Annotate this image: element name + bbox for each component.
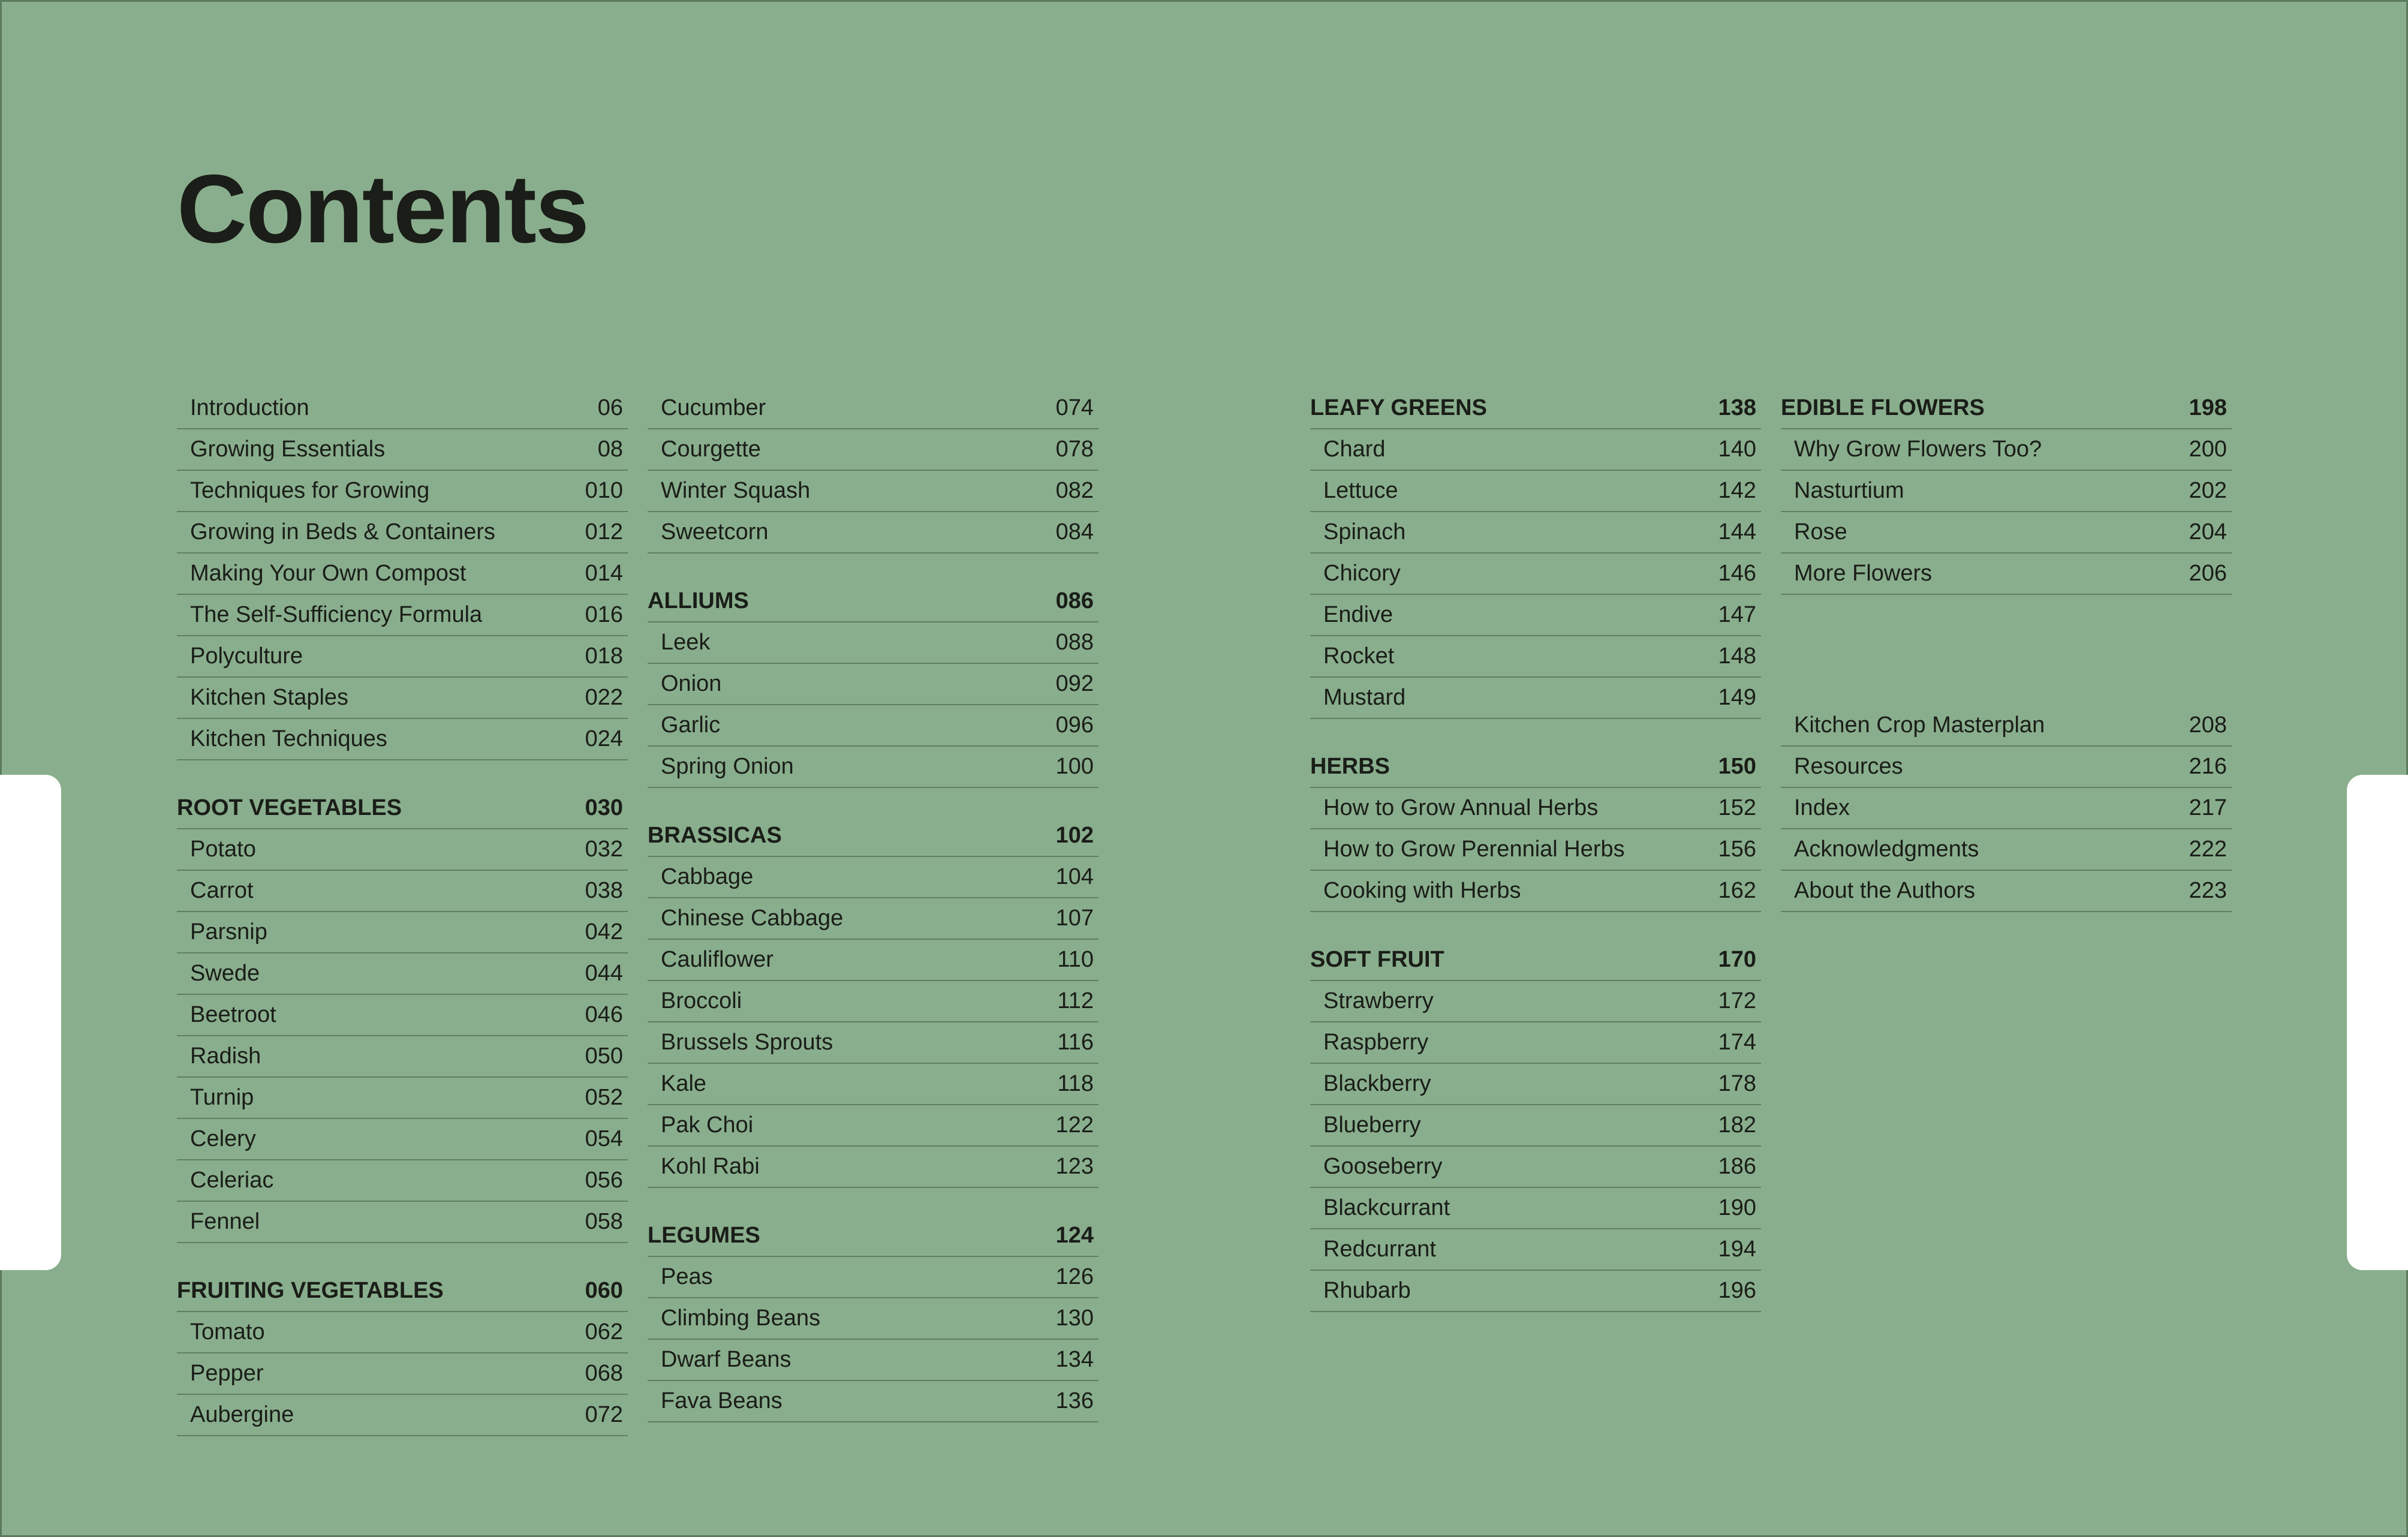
toc-entry-label: The Self-Sufficiency Formula bbox=[190, 602, 483, 627]
toc-entry[interactable] bbox=[648, 512, 1098, 554]
toc-entry[interactable] bbox=[177, 678, 628, 719]
contents-section bbox=[1310, 747, 1761, 912]
toc-entry[interactable] bbox=[1310, 829, 1761, 871]
page-number: 074 bbox=[1055, 395, 1094, 420]
toc-entry[interactable] bbox=[177, 388, 628, 429]
page-number: 148 bbox=[1718, 643, 1756, 669]
toc-entry[interactable] bbox=[1310, 981, 1761, 1022]
page-number: 170 bbox=[1718, 947, 1756, 972]
toc-entry-label: Celeriac bbox=[190, 1168, 274, 1193]
toc-entry-label: Growing Essentials bbox=[190, 437, 386, 462]
toc-entry[interactable] bbox=[648, 664, 1098, 705]
toc-entry[interactable] bbox=[177, 1202, 628, 1243]
page-number: 142 bbox=[1718, 478, 1756, 503]
page-number: 198 bbox=[2189, 395, 2227, 420]
toc-entry[interactable] bbox=[1310, 1188, 1761, 1229]
page-number: 110 bbox=[1057, 947, 1094, 972]
toc-entry-label: Polyculture bbox=[190, 643, 303, 669]
toc-entry[interactable] bbox=[177, 636, 628, 678]
section-heading-label: FRUITING VEGETABLES bbox=[177, 1278, 444, 1303]
toc-entry-label: Carrot bbox=[190, 878, 254, 903]
page-number: 123 bbox=[1055, 1154, 1094, 1179]
toc-entry-label: Fava Beans bbox=[661, 1388, 782, 1413]
page-number: 014 bbox=[585, 561, 623, 586]
toc-entry-label: Pak Choi bbox=[661, 1112, 754, 1138]
toc-entry[interactable] bbox=[1310, 1271, 1761, 1312]
toc-entry-label: More Flowers bbox=[1794, 561, 1933, 586]
toc-entry-label: Rhubarb bbox=[1323, 1278, 1411, 1303]
toc-entry[interactable] bbox=[648, 857, 1098, 898]
toc-entry-label: Raspberry bbox=[1323, 1030, 1429, 1055]
toc-entry-label: Endive bbox=[1323, 602, 1393, 627]
page-number: 092 bbox=[1055, 671, 1094, 696]
section-heading[interactable] bbox=[648, 816, 1098, 857]
page-number: 044 bbox=[585, 961, 623, 986]
toc-entry-label: Kitchen Techniques bbox=[190, 726, 387, 751]
section-heading-label: ROOT VEGETABLES bbox=[177, 795, 402, 820]
contents-column-4 bbox=[1781, 388, 2232, 940]
toc-entry[interactable] bbox=[177, 471, 628, 512]
toc-entry-label: Parsnip bbox=[190, 919, 267, 945]
page-number: 196 bbox=[1718, 1278, 1756, 1303]
toc-entry[interactable] bbox=[1310, 512, 1761, 554]
page-number: 223 bbox=[2189, 878, 2227, 903]
toc-entry-label: Making Your Own Compost bbox=[190, 561, 466, 586]
toc-entry[interactable] bbox=[177, 871, 628, 912]
toc-entry[interactable] bbox=[1781, 829, 2232, 871]
page-number: 104 bbox=[1055, 864, 1094, 889]
section-heading[interactable] bbox=[1310, 747, 1761, 788]
toc-entry-label: Turnip bbox=[190, 1085, 254, 1110]
page-number: 186 bbox=[1718, 1154, 1756, 1179]
toc-entry[interactable] bbox=[177, 512, 628, 554]
toc-entry[interactable] bbox=[648, 1381, 1098, 1422]
toc-entry-label: How to Grow Perennial Herbs bbox=[1323, 837, 1625, 862]
page-number: 156 bbox=[1718, 837, 1756, 862]
page-number: 217 bbox=[2189, 795, 2227, 820]
toc-entry-label: Cooking with Herbs bbox=[1323, 878, 1521, 903]
toc-entry[interactable] bbox=[1781, 471, 2232, 512]
toc-entry-label: Dwarf Beans bbox=[661, 1347, 791, 1372]
toc-entry[interactable] bbox=[1310, 595, 1761, 636]
toc-entry-label: Spinach bbox=[1323, 519, 1406, 545]
page-number: 038 bbox=[585, 878, 623, 903]
page-number: 190 bbox=[1718, 1195, 1756, 1220]
page-number: 194 bbox=[1718, 1237, 1756, 1262]
toc-entry[interactable] bbox=[177, 1312, 628, 1353]
page-number: 046 bbox=[585, 1002, 623, 1027]
contents-section bbox=[177, 788, 628, 1243]
toc-entry-label: Sweetcorn bbox=[661, 519, 769, 545]
toc-entry[interactable] bbox=[177, 1395, 628, 1436]
toc-entry-label: Blueberry bbox=[1323, 1112, 1421, 1138]
page-number: 222 bbox=[2189, 837, 2227, 862]
toc-entry[interactable] bbox=[1310, 1105, 1761, 1147]
contents-group bbox=[1781, 622, 2232, 912]
section-spacer bbox=[1781, 622, 2232, 705]
page-number: 200 bbox=[2189, 437, 2227, 462]
toc-entry-label: Tomato bbox=[190, 1319, 265, 1345]
toc-entry[interactable] bbox=[648, 940, 1098, 981]
page-number: 010 bbox=[585, 478, 623, 503]
page-number: 062 bbox=[585, 1319, 623, 1345]
toc-entry-label: Spring Onion bbox=[661, 754, 794, 779]
page-number: 042 bbox=[585, 919, 623, 945]
contents-column-2 bbox=[648, 388, 1098, 1450]
toc-entry[interactable] bbox=[177, 429, 628, 471]
page-number: 152 bbox=[1718, 795, 1756, 820]
toc-entry-label: Garlic bbox=[661, 712, 721, 738]
toc-entry[interactable] bbox=[177, 719, 628, 760]
toc-entry[interactable] bbox=[648, 1147, 1098, 1188]
page-number: 012 bbox=[585, 519, 623, 545]
page-number: 050 bbox=[585, 1043, 623, 1069]
contents-column-1 bbox=[177, 388, 628, 1464]
contents-section bbox=[1310, 940, 1761, 1312]
toc-entry[interactable] bbox=[177, 912, 628, 954]
page-number: 144 bbox=[1718, 519, 1756, 545]
page-number: 08 bbox=[597, 437, 623, 462]
contents-section bbox=[648, 1216, 1098, 1422]
toc-entry-label: Beetroot bbox=[190, 1002, 276, 1027]
toc-entry-label: Chinese Cabbage bbox=[661, 906, 844, 931]
toc-entry-label: Celery bbox=[190, 1126, 256, 1151]
page-number: 112 bbox=[1057, 988, 1094, 1013]
toc-entry[interactable] bbox=[1310, 1064, 1761, 1105]
page-number: 182 bbox=[1718, 1112, 1756, 1138]
toc-entry[interactable] bbox=[648, 1340, 1098, 1381]
toc-entry[interactable] bbox=[648, 898, 1098, 940]
page-number: 084 bbox=[1055, 519, 1094, 545]
toc-entry[interactable] bbox=[1310, 678, 1761, 719]
page-number: 102 bbox=[1055, 823, 1094, 848]
page-number: 018 bbox=[585, 643, 623, 669]
page-number: 088 bbox=[1055, 630, 1094, 655]
toc-entry-label: Introduction bbox=[190, 395, 309, 420]
toc-entry-label: Fennel bbox=[190, 1209, 260, 1234]
toc-entry[interactable] bbox=[648, 1064, 1098, 1105]
section-heading-label: SOFT FRUIT bbox=[1310, 947, 1444, 972]
toc-entry[interactable] bbox=[1310, 554, 1761, 595]
toc-entry-label: Strawberry bbox=[1323, 988, 1434, 1013]
page-number: 206 bbox=[2189, 561, 2227, 586]
toc-entry-label: Cauliflower bbox=[661, 947, 773, 972]
page-number: 056 bbox=[585, 1168, 623, 1193]
toc-entry[interactable] bbox=[1781, 871, 2232, 912]
section-heading-label: BRASSICAS bbox=[648, 823, 782, 848]
page-number: 052 bbox=[585, 1085, 623, 1110]
page-number: 100 bbox=[1055, 754, 1094, 779]
section-heading-label: LEAFY GREENS bbox=[1310, 395, 1487, 420]
page-title: Contents bbox=[177, 155, 588, 263]
page-number: 146 bbox=[1718, 561, 1756, 586]
toc-entry-label: Chard bbox=[1323, 437, 1386, 462]
toc-entry[interactable] bbox=[648, 622, 1098, 664]
toc-entry[interactable] bbox=[648, 981, 1098, 1022]
toc-entry[interactable] bbox=[177, 1160, 628, 1202]
toc-entry-label: Blackcurrant bbox=[1323, 1195, 1450, 1220]
toc-entry-label: Index bbox=[1794, 795, 1850, 820]
toc-entry[interactable] bbox=[1781, 747, 2232, 788]
contents-column-3 bbox=[1310, 388, 1761, 1340]
toc-entry-label: Swede bbox=[190, 961, 260, 986]
toc-entry[interactable] bbox=[648, 1105, 1098, 1147]
toc-entry-label: Nasturtium bbox=[1794, 478, 1904, 503]
contents-section bbox=[648, 581, 1098, 788]
toc-entry[interactable] bbox=[648, 1022, 1098, 1064]
page-number: 107 bbox=[1055, 906, 1094, 931]
toc-entry-label: Chicory bbox=[1323, 561, 1401, 586]
page-number: 058 bbox=[585, 1209, 623, 1234]
toc-entry-label: Winter Squash bbox=[661, 478, 811, 503]
page-number: 174 bbox=[1718, 1030, 1756, 1055]
toc-entry[interactable] bbox=[648, 705, 1098, 747]
toc-entry-label: Kitchen Staples bbox=[190, 685, 349, 710]
page-number: 06 bbox=[597, 395, 623, 420]
toc-entry[interactable] bbox=[177, 954, 628, 995]
section-heading[interactable] bbox=[1310, 388, 1761, 429]
contents-section bbox=[177, 1271, 628, 1436]
page-number: 068 bbox=[585, 1361, 623, 1386]
toc-entry[interactable] bbox=[177, 1078, 628, 1119]
toc-entry[interactable] bbox=[1310, 1229, 1761, 1271]
page-number: 024 bbox=[585, 726, 623, 751]
toc-entry-label: Onion bbox=[661, 671, 722, 696]
right-page-tab bbox=[2347, 775, 2408, 1270]
toc-entry-label: Lettuce bbox=[1323, 478, 1398, 503]
page-number: 122 bbox=[1055, 1112, 1094, 1138]
page-number: 060 bbox=[585, 1278, 623, 1303]
page-number: 116 bbox=[1057, 1030, 1094, 1055]
page-number: 072 bbox=[585, 1402, 623, 1427]
page-number: 162 bbox=[1718, 878, 1756, 903]
section-heading-label: LEGUMES bbox=[648, 1223, 760, 1248]
section-heading[interactable] bbox=[648, 581, 1098, 622]
toc-entry[interactable] bbox=[1781, 429, 2232, 471]
toc-entry-label: Courgette bbox=[661, 437, 761, 462]
page-number: 134 bbox=[1055, 1347, 1094, 1372]
toc-entry[interactable] bbox=[1310, 1147, 1761, 1188]
toc-entry-label: Potato bbox=[190, 837, 256, 862]
toc-entry[interactable] bbox=[1310, 788, 1761, 829]
contents-section bbox=[1310, 388, 1761, 719]
page-number: 016 bbox=[585, 602, 623, 627]
page-number: 022 bbox=[585, 685, 623, 710]
page-number: 216 bbox=[2189, 754, 2227, 779]
toc-entry-label: Rocket bbox=[1323, 643, 1395, 669]
page-number: 150 bbox=[1718, 754, 1756, 779]
page-number: 130 bbox=[1055, 1306, 1094, 1331]
toc-entry-label: Leek bbox=[661, 630, 711, 655]
toc-entry-label: Kohl Rabi bbox=[661, 1154, 760, 1179]
toc-entry-label: Radish bbox=[190, 1043, 261, 1069]
page-number: 138 bbox=[1718, 395, 1756, 420]
page-number: 136 bbox=[1055, 1388, 1094, 1413]
toc-entry[interactable] bbox=[177, 1119, 628, 1160]
page-number: 178 bbox=[1718, 1071, 1756, 1096]
toc-entry[interactable] bbox=[648, 1298, 1098, 1340]
page-number: 172 bbox=[1718, 988, 1756, 1013]
page-number: 124 bbox=[1055, 1223, 1094, 1248]
toc-entry-label: Pepper bbox=[190, 1361, 264, 1386]
page-number: 030 bbox=[585, 795, 623, 820]
page-number: 118 bbox=[1057, 1071, 1094, 1096]
toc-entry[interactable] bbox=[648, 429, 1098, 471]
toc-entry[interactable] bbox=[1781, 554, 2232, 595]
toc-entry-label: Brussels Sprouts bbox=[661, 1030, 833, 1055]
toc-entry[interactable] bbox=[177, 1353, 628, 1395]
toc-entry-label: How to Grow Annual Herbs bbox=[1323, 795, 1599, 820]
page-number: 140 bbox=[1718, 437, 1756, 462]
toc-entry[interactable] bbox=[177, 554, 628, 595]
toc-entry-label: Blackberry bbox=[1323, 1071, 1431, 1096]
page-number: 147 bbox=[1718, 602, 1756, 627]
toc-entry-label: Mustard bbox=[1323, 685, 1406, 710]
contents-group bbox=[648, 388, 1098, 554]
page-number: 096 bbox=[1055, 712, 1094, 738]
toc-entry-label: Techniques for Growing bbox=[190, 478, 430, 503]
page-number: 208 bbox=[2189, 712, 2227, 738]
toc-entry[interactable] bbox=[1310, 471, 1761, 512]
toc-entry-label: Broccoli bbox=[661, 988, 742, 1013]
toc-entry[interactable] bbox=[648, 747, 1098, 788]
toc-entry[interactable] bbox=[1310, 636, 1761, 678]
toc-entry[interactable] bbox=[1781, 705, 2232, 747]
section-heading-label: EDIBLE FLOWERS bbox=[1781, 395, 1985, 420]
toc-entry[interactable] bbox=[648, 471, 1098, 512]
page-number: 204 bbox=[2189, 519, 2227, 545]
toc-entry-label: Rose bbox=[1794, 519, 1847, 545]
toc-entry-label: Gooseberry bbox=[1323, 1154, 1443, 1179]
toc-entry-label: Kitchen Crop Masterplan bbox=[1794, 712, 2045, 738]
toc-entry-label: Acknowledgments bbox=[1794, 837, 1979, 862]
section-heading-label: HERBS bbox=[1310, 754, 1390, 779]
toc-entry[interactable] bbox=[177, 1036, 628, 1078]
section-heading[interactable] bbox=[1781, 388, 2232, 429]
toc-entry[interactable] bbox=[1781, 788, 2232, 829]
page-number: 032 bbox=[585, 837, 623, 862]
toc-entry-label: Peas bbox=[661, 1264, 713, 1289]
page-number: 126 bbox=[1055, 1264, 1094, 1289]
toc-entry-label: Climbing Beans bbox=[661, 1306, 821, 1331]
toc-entry-label: Resources bbox=[1794, 754, 1903, 779]
page-number: 202 bbox=[2189, 478, 2227, 503]
toc-entry-label: Growing in Beds & Containers bbox=[190, 519, 496, 545]
toc-entry[interactable] bbox=[1310, 429, 1761, 471]
toc-entry-label: Redcurrant bbox=[1323, 1237, 1436, 1262]
section-heading[interactable] bbox=[648, 1216, 1098, 1257]
section-heading[interactable] bbox=[1310, 940, 1761, 981]
left-page-tab bbox=[0, 775, 61, 1270]
toc-entry[interactable] bbox=[1310, 1022, 1761, 1064]
toc-entry-label: Cabbage bbox=[661, 864, 754, 889]
toc-entry-label: Aubergine bbox=[190, 1402, 294, 1427]
toc-entry[interactable] bbox=[177, 995, 628, 1036]
toc-entry-label: Cucumber bbox=[661, 395, 766, 420]
toc-entry-label: About the Authors bbox=[1794, 878, 1976, 903]
section-heading-label: ALLIUMS bbox=[648, 588, 749, 613]
toc-entry[interactable] bbox=[1781, 512, 2232, 554]
page-number: 082 bbox=[1055, 478, 1094, 503]
toc-entry-label: Kale bbox=[661, 1071, 707, 1096]
contents-section bbox=[648, 816, 1098, 1188]
toc-entry[interactable] bbox=[1310, 871, 1761, 912]
section-heading[interactable] bbox=[177, 788, 628, 829]
section-heading[interactable] bbox=[177, 1271, 628, 1312]
toc-entry[interactable] bbox=[648, 388, 1098, 429]
contents-section bbox=[1781, 388, 2232, 595]
toc-entry[interactable] bbox=[177, 595, 628, 636]
contents-group bbox=[177, 388, 628, 760]
page-number: 086 bbox=[1055, 588, 1094, 613]
page-number: 149 bbox=[1718, 685, 1756, 710]
page-number: 054 bbox=[585, 1126, 623, 1151]
toc-entry-label: Why Grow Flowers Too? bbox=[1794, 437, 2042, 462]
toc-entry[interactable] bbox=[177, 829, 628, 871]
toc-entry[interactable] bbox=[648, 1257, 1098, 1298]
page-number: 078 bbox=[1055, 437, 1094, 462]
